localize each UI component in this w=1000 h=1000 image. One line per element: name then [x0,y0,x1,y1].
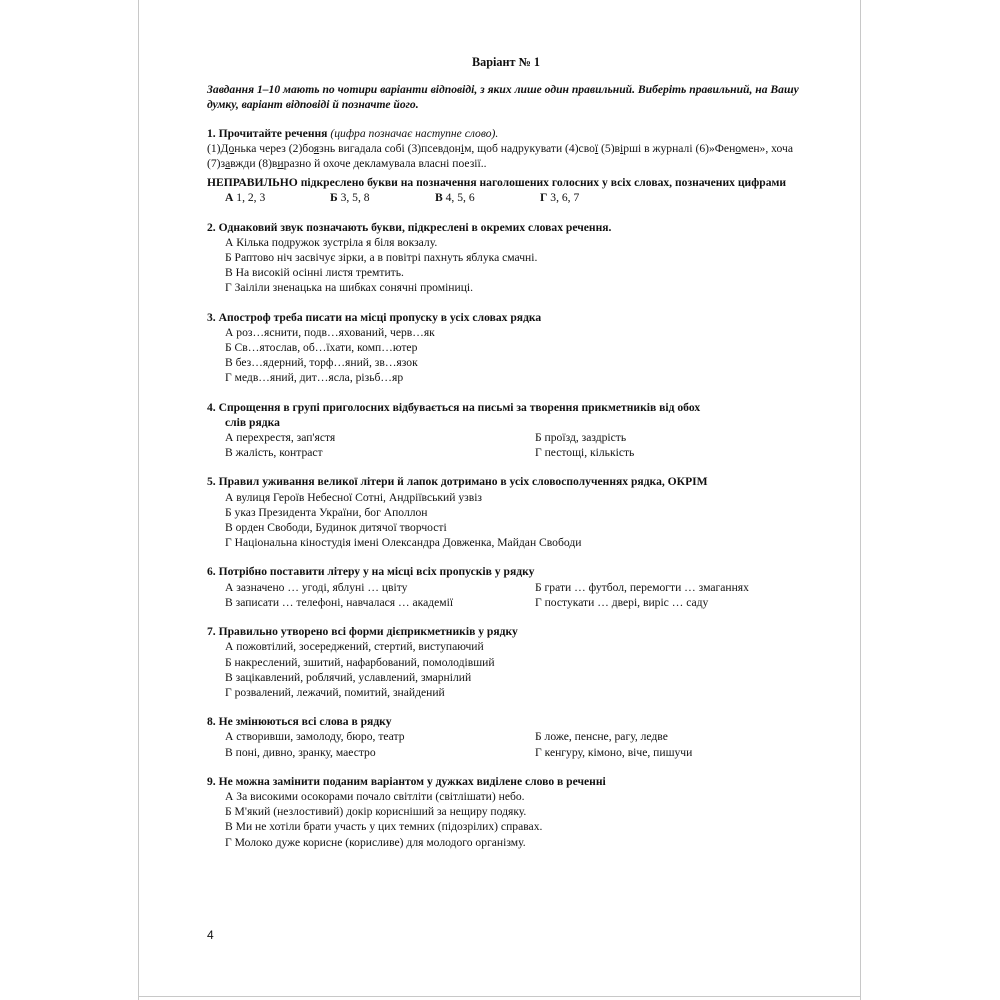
underlined-part: и [277,157,284,171]
option-d[interactable] [540,190,645,205]
instructions: Завдання 1–10 мають по чотири варіанти відповіді, з яких лише один правильний. Виберіть правильний, на Вашу думку, варіант відповіді й позначте його. [207,83,799,112]
question-5-title: 5. Правил уживання великої літери й лапок дотримано в усіх словосполученнях рядка, ОКРІМ [207,475,708,489]
question-3 [207,310,805,386]
page-edge-bottom [138,996,861,997]
option-a[interactable]: А роз…яснити, подв…яхований, черв…як [225,325,435,339]
question-4-title: 4. Спрощення в групі приголосних відбувається на письмі за творення прикметників від обох [207,400,701,414]
option-d[interactable]: Г Національна кіностудія імені Олександра Довженка, Майдан Свободи [225,536,582,550]
question-4-title-continued: слів рядка [225,415,280,429]
option-c[interactable]: В без…ядерний, торф…яний, зв…язок [225,356,418,370]
sentence-part: (5)в [598,141,621,155]
question-4-options-row-1 [207,430,805,445]
question-6-options-row-2 [207,595,805,610]
question-8 [207,714,805,760]
option-b[interactable]: Б Св…ятослав, об…їхати, комп…ютер [225,341,418,355]
question-6-options-row-1 [207,580,805,595]
question-8-title: 8. Не змінюються всі слова в рядку [207,715,392,729]
option-c[interactable]: В записати … телефоні, навчалася … академії [225,595,454,609]
option-c[interactable]: В жалість, контраст [225,446,323,460]
question-2 [207,220,805,296]
option-b[interactable]: Б грати … футбол, перемогти … змаганнях [535,580,749,594]
option-d[interactable]: Г постукати … двері, виріс … саду [535,595,709,609]
option-a[interactable]: А зазначено … угоді, яблуні … цвіту [225,580,408,594]
page-edge-left [138,0,139,1000]
option-d[interactable]: Г кенгуру, кімоно, віче, пишучи [535,745,693,759]
option-a[interactable]: А Кілька подружок зустріла я біля вокзалу. [225,235,438,249]
option-letter: Б [330,191,338,205]
option-d[interactable]: Г розвалений, лежачий, помитий, знайдений [225,685,445,699]
option-d[interactable]: Г пестощі, кількість [535,446,635,460]
question-1-note: (цифра позначає наступне слово). [330,126,499,140]
sentence-part: знь вигадала собі (3)псевдон [319,141,461,155]
underlined-part: До [220,141,235,155]
option-b[interactable]: Б М'який (незлостивий) докір корисніший за нещиру подяку. [225,805,527,819]
option-a[interactable]: А пожовтілий, зосереджений, стертий, виступаючий [225,640,484,654]
question-9 [207,774,805,850]
question-2-title: 2. Однаковий звук позначають букви, підкреслені в окремих словах речення. [207,220,612,234]
question-4-options-row-2 [207,445,805,460]
option-letter: В [435,191,443,205]
option-letter: А [225,191,234,205]
option-d[interactable]: Г медв…яний, дит…ясла, різьб…яр [225,371,404,385]
option-b[interactable]: Б ложе, пенсне, рагу, ледве [535,730,668,744]
option-b[interactable]: Б проїзд, заздрість [535,431,627,445]
sentence-part: мен», хоча (7)з [207,141,793,171]
option-b[interactable]: Б указ Президента України, бог Аполлон [225,505,428,519]
question-4 [207,400,805,461]
page-edge-right [860,0,861,1000]
underlined-part: я [313,141,320,155]
question-7-title: 7. Правильно утворено всі форми дієприкметників у рядку [207,625,518,639]
question-1-title: 1. Прочитайте речення [207,126,328,140]
sentence-part: разно й охоче декламувала власні поезії.. [283,157,487,171]
underlined-part: ї [594,141,599,155]
page-title: Варіант № 1 [472,55,540,69]
option-b[interactable]: Б накреслений, зшитий, нафарбований, помолодівший [225,655,495,669]
question-6 [207,564,805,610]
question-1 [207,126,805,206]
option-c[interactable]: В поні, дивно, зранку, маестро [225,745,376,759]
question-1-sentence [207,141,805,171]
option-b[interactable] [330,190,435,205]
question-6-title: 6. Потрібно поставити літеру у на місці всіх пропусків у рядку [207,565,535,579]
sentence-part: ньк [234,141,252,155]
document-page [207,55,805,864]
option-c[interactable]: В Ми не хотіли брати участь у цих темних (підозрілих) справах. [225,820,543,834]
option-d[interactable]: Г Заіліли зненацька на шибках сонячні проміниці. [225,281,474,295]
option-c[interactable]: В На високій осінні листя тремтить. [225,266,404,280]
sentence-part: рші в журналі (6)»Фен [623,141,736,155]
underlined-part: і [620,141,624,155]
question-9-title: 9. Не можна замінити поданим варіантом у дужках виділене слово в реченні [207,774,606,788]
underlined-part: о [735,141,741,155]
sentence-part: м, щоб надрукувати (4)сво [464,141,595,155]
option-c[interactable] [435,190,540,205]
sentence-part: вжди (8)в [230,157,278,171]
option-text: 3, 5, 8 [337,191,370,205]
option-a[interactable] [225,190,330,205]
question-5 [207,474,805,550]
option-text: 3, 6, 7 [547,191,580,205]
underlined-part: а [225,157,231,171]
option-a[interactable]: А перехрестя, зап'ястя [225,431,336,445]
question-8-options-row-2 [207,745,805,760]
question-1-options [207,190,805,205]
option-c[interactable]: В орден Свободи, Будинок дитячої творчості [225,521,447,535]
question-1-heading [207,126,805,141]
option-a[interactable]: А вулиця Героїв Небесної Сотні, Андріївський узвіз [225,490,482,504]
question-7 [207,624,805,700]
option-c[interactable]: В зацікавлений, роблячий, уславлений, змарнілий [225,670,472,684]
sentence-part: (1) [207,141,221,155]
sentence-part: а через (2)бо [251,141,314,155]
option-b[interactable]: Б Раптово ніч засвічує зірки, а в повітрі пахнуть яблука смачні. [225,251,538,265]
underlined-part: і [460,141,465,155]
option-a[interactable]: А створивши, замолоду, бюро, театр [225,730,405,744]
option-a[interactable]: А За високими осокорами почало світліти (світлішати) небо. [225,789,525,803]
option-d[interactable]: Г Молоко дуже корисне (корисливе) для молодого організму. [225,835,526,849]
option-text: 4, 5, 6 [442,191,475,205]
question-3-title: 3. Апостроф треба писати на місці пропуску в усіх словах рядка [207,310,542,324]
page-number: 4 [207,928,214,942]
option-text: 1, 2, 3 [233,191,266,205]
option-letter: Г [540,191,548,205]
question-1-subquestion: НЕПРАВИЛЬНО підкреслено букви на позначення наголошених голосних у всіх словах, позначених цифрами [207,176,787,190]
question-8-options-row-1 [207,729,805,744]
